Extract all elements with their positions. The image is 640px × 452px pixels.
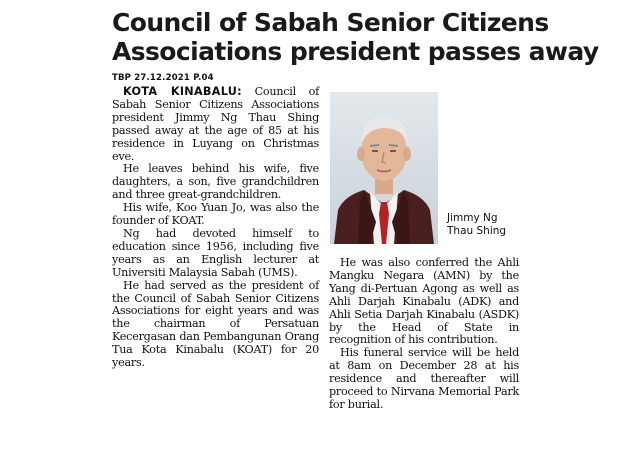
source-line: TBP 27.12.2021 P.04 <box>112 73 214 83</box>
paragraph: Ng had devoted himself to education since 1956, including five years as an English lecturer at Universiti Malaysia Sabah (UMS). <box>112 226 319 279</box>
paragraph-text: Council of Sabah Senior Citizens Associations president Jimmy Ng Thau Shing passed away at the age of 85 at his residence in Luyang on Christmas eve. <box>112 85 319 163</box>
article-column-right <box>329 257 519 412</box>
paragraph <box>112 86 319 163</box>
caption-line: Jimmy Ng <box>447 212 498 224</box>
paragraph: His wife, Koo Yuan Jo, was also the founder of KOAT. <box>112 201 319 228</box>
paragraph: He leaves behind his wife, five daughters, a son, five grandchildren and three great-grandchildren. <box>112 162 319 202</box>
portrait-photo <box>330 92 438 244</box>
caption-line: Thau Shing <box>447 225 507 237</box>
paragraph: His funeral service will be held at 8am on December 28 at his residence and thereafter will proceed to Nirvana Memorial Park for burial. <box>329 346 519 411</box>
paragraph: He was also conferred the Ahli Mangku Negara (AMN) by the Yang di-Pertuan Agong as well as Ahli Darjah Kinabalu (ADK) and Ahli Setia Darjah Kinabalu (ASDK) by the Head of State in recognition of his contribution. <box>329 256 519 347</box>
dateline: KOTA KINABALU: <box>123 85 242 98</box>
photo-caption <box>447 212 506 238</box>
paragraph: He had served as the president of the Council of Sabah Senior Citizens Associations for eight years and was the chairman of Persatuan Kecergasan dan Pembangunan Orang Tua Kota Kinabalu (KOAT) for 20 years. <box>112 278 319 370</box>
headline: Council of Sabah Senior Citizens Associations president passes away <box>112 8 599 66</box>
portrait-illustration <box>330 92 438 244</box>
article-column-left <box>112 86 319 370</box>
